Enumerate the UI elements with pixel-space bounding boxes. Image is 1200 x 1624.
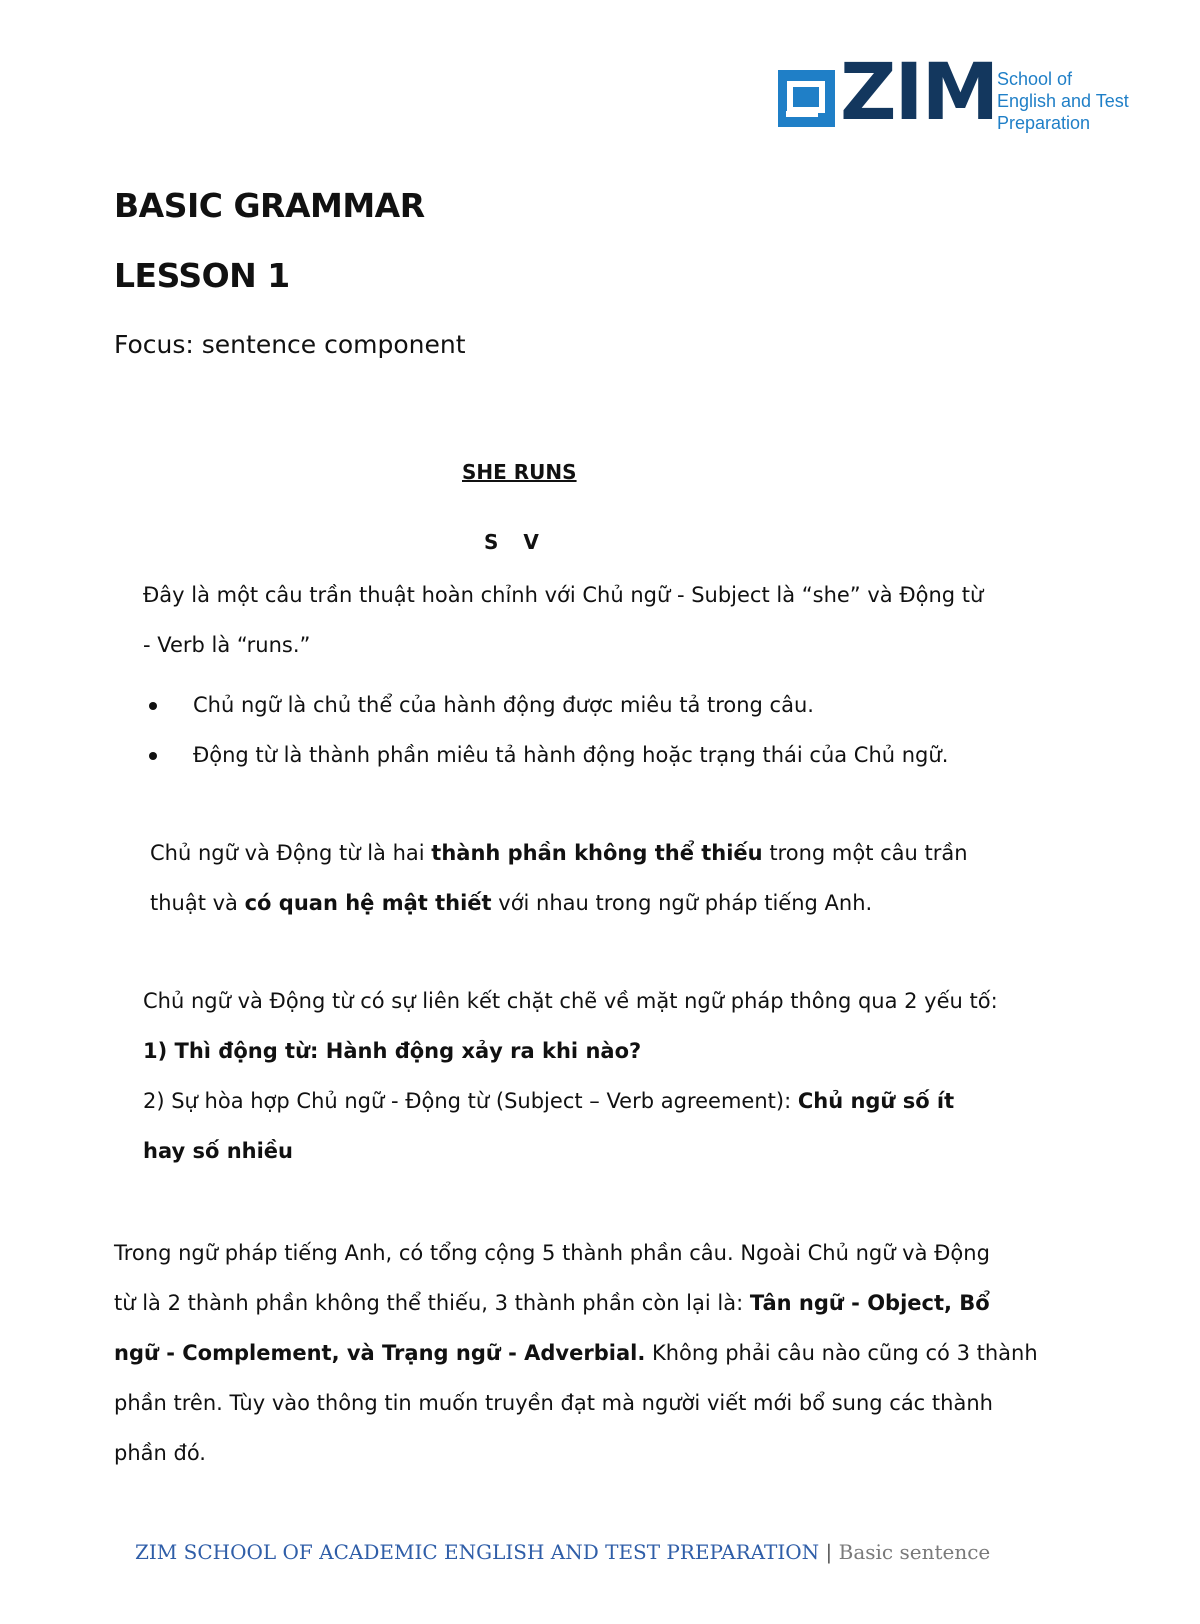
paragraph-factors: Chủ ngữ và Động từ có sự liên kết chặt chẽ về mặt ngữ pháp thông qua 2 yếu tố: 1) Thì động từ: Hành động xảy ra khi nào? 2) Sự hòa hợp Chủ ngữ - Động từ (Subject – Verb agreement): Chủ ngữ số ít hay số nhiều	[143, 989, 998, 1163]
paragraph-components: Trong ngữ pháp tiếng Anh, có tổng cộng 5 thành phần câu. Ngoài Chủ ngữ và Động từ là 2 thành phần không thể thiếu, 3 thành phần còn lại là: Tân ngữ - Object, Bổ ngữ - Complement, và Trạng ngữ - Adverbial. Không phải câu nào cũng có 3 thành phần trên. Tùy vào thông tin muốn truyền đạt mà người viết mới bổ sung các thành phần đó.	[114, 1241, 1038, 1465]
logo-tagline: School of English and Test Preparation	[997, 69, 1129, 133]
focus-line: Focus: sentence component	[114, 330, 466, 359]
paragraph-essential: Chủ ngữ và Động từ là hai thành phần không thể thiếu trong một câu trần thuật và có quan hệ mật thiết với nhau trong ngữ pháp tiếng Anh.	[150, 841, 968, 915]
book-logo-icon	[778, 70, 835, 127]
page-footer	[135, 1540, 990, 1564]
footer-section: Basic sentence	[838, 1540, 991, 1564]
doc-title: BASIC GRAMMAR	[114, 186, 425, 225]
bullet-icon	[149, 752, 157, 760]
example-sentence: SHE RUNS	[462, 460, 577, 484]
paragraph-intro: Đây là một câu trần thuật hoàn chỉnh với Chủ ngữ - Subject là “she” và Động từ - Verb là “runs.”	[143, 583, 984, 657]
footer-school: ZIM SCHOOL OF ACADEMIC ENGLISH AND TEST PREPARATION	[135, 1540, 820, 1564]
lesson-heading: LESSON 1	[114, 256, 290, 295]
footer-separator: |	[825, 1540, 833, 1564]
bullet-icon	[149, 702, 157, 710]
logo-brand: ZIM	[840, 48, 998, 138]
example-labels: S V	[484, 530, 539, 554]
